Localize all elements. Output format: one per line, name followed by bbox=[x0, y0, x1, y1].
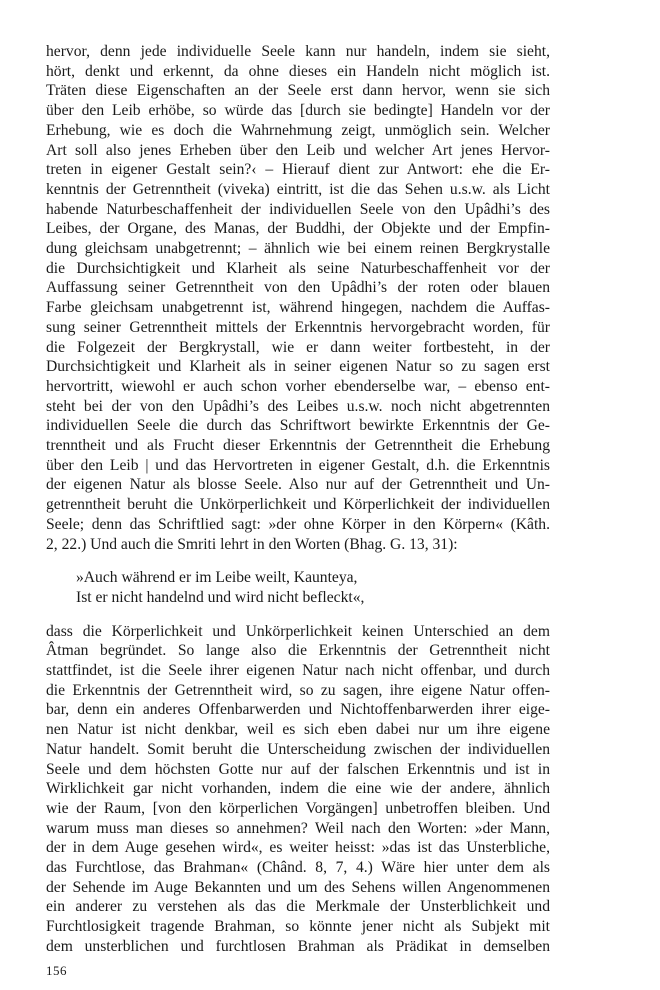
page-number: 156 bbox=[46, 962, 67, 978]
text-line: getrenntheit beruht die Unkörperlichkeit und Körperlichkeit der individuellen bbox=[46, 496, 550, 514]
text-line: habende Naturbeschaffenheit der individuellen Seele von den Upâdhi’s des bbox=[46, 200, 550, 218]
text-line: dem unsterblichen und furchtlosen Brahman als Prädikat in demselben bbox=[46, 937, 550, 955]
text-line: bar, denn ein anderes Offenbarwerden und Nichtoffenbarwerden ihrer eige- bbox=[46, 701, 550, 719]
text-line: Wirklichkeit gar nicht vorhanden, indem die eine wie der andere, ähnlich bbox=[46, 780, 550, 798]
text-line: wie der Raum, [von den körperlichen Vorgängen] unbetroffen bleiben. Und bbox=[46, 799, 550, 817]
text-line: Furchtlosigkeit tragende Brahman, so könnte jener nicht als Subjekt mit bbox=[46, 918, 550, 936]
text-line: 2, 22.) Und auch die Smriti lehrt in den Worten (Bhag. G. 13, 31): bbox=[46, 535, 458, 553]
text-line: Leibes, der Organe, des Manas, der Buddhi, der Objekte und der Empfin- bbox=[46, 220, 550, 238]
text-line: der in dem Auge gesehen wird«, es weiter heisst: »das ist das Unsterbliche, bbox=[46, 839, 550, 857]
text-line: ein anderer zu verstehen als das die Merkmale der Unsterblichkeit und bbox=[46, 898, 550, 916]
text-line: sung seiner Getrenntheit mittels der Erkenntnis hervorgebracht worden, für bbox=[46, 318, 550, 336]
text-line: steht bei der von den Upâdhi’s des Leibes u.s.w. noch nicht abgetrennten bbox=[46, 397, 550, 415]
text-line: Farbe gleichsam unabgetrennt ist, während hingegen, nachdem die Auffas- bbox=[46, 299, 550, 317]
text-line: warum muss man dieses so annehmen? Weil nach den Worten: »der Mann, bbox=[46, 819, 550, 837]
text-line: Natur handelt. Somit beruht die Unterscheidung zwischen der individuellen bbox=[46, 740, 550, 758]
text-line: Erhebung, wie es doch die Wahrnehmung zeigt, unmöglich sein. Welcher bbox=[46, 121, 550, 139]
text-line: nen Natur ist nicht denkbar, weil es sich eben dabei nur um ihre eigene bbox=[46, 721, 550, 739]
text-line: Seele und dem höchsten Gotte nur auf der falschen Erkenntnis und ist in bbox=[46, 760, 550, 778]
text-line: über den Leib | und das Hervortreten in eigener Gestalt, d.h. die Erkenntnis bbox=[46, 456, 550, 474]
text-line: trenntheit und als Frucht dieser Erkenntnis der Getrenntheit die Erhebung bbox=[46, 437, 550, 454]
text-line: über den Leib erhöbe, so würde das [durch sie bedingte] Handeln vor der bbox=[46, 102, 550, 120]
verse-line: »Auch während er im Leibe weilt, Kaunteya, bbox=[76, 569, 358, 587]
text-line: kenntnis der Getrenntheit (viveka) eintritt, ist die das Sehen u.s.w. als Licht bbox=[46, 180, 550, 198]
text-line: das Furchtlose, das Brahman« (Chând. 8, 7, 4.) Wäre hier unter dem als bbox=[46, 859, 550, 876]
text-line: dass die Körperlichkeit und Unkörperlichkeit keinen Unterschied an dem bbox=[46, 622, 550, 640]
verse-line: Ist er nicht handelnd und wird nicht befleckt«, bbox=[76, 588, 365, 606]
text-line: hervortritt, wiewohl er auch schon vorher ebenderselbe war, – ebenso ent- bbox=[46, 377, 550, 395]
text-line: der eigenen Natur als blosse Seele. Also nur auf der Getrenntheit und Un- bbox=[46, 476, 550, 494]
text-line: die Erkenntnis der Getrenntheit wird, so zu sagen, ihre eigene Natur offen- bbox=[46, 681, 550, 699]
text-line: Durchsichtigkeit und Klarheit als in seiner eigenen Natur so zu sagen erst bbox=[46, 358, 550, 376]
text-line: der Sehende im Auge Bekannten und um des Sehens willen Angenommenen bbox=[46, 878, 550, 896]
text-line: die Durchsichtigkeit und Klarheit als seine Naturbeschaffenheit vor der bbox=[46, 259, 550, 277]
text-line: stattfindet, ist die Seele ihrer eigenen Natur nach nicht offenbar, und durch bbox=[46, 662, 550, 679]
text-line: dung gleichsam unabgetrennt; – ähnlich wie bei einem reinen Bergkrystalle bbox=[46, 240, 550, 257]
text-line: Âtman begründet. So lange also die Erkenntnis der Getrenntheit nicht bbox=[46, 642, 550, 660]
text-line: Auffassung seiner Getrenntheit von den Upâdhi’s der roten oder blauen bbox=[46, 279, 550, 297]
text-line: die Folgezeit der Bergkrystall, wie er dann weiter fortbesteht, in der bbox=[46, 338, 550, 356]
text-line: individuellen Seele die durch das Schriftwort bewirkte Erkenntnis der Ge- bbox=[46, 417, 550, 435]
text-line: hört, denkt und erkennt, da ohne dieses ein Handeln nicht möglich ist. bbox=[46, 62, 550, 80]
text-line: Seele; denn das Schriftlied sagt: »der ohne Körper in den Körpern« (Kâth. bbox=[46, 515, 550, 533]
text-line: Träten diese Eigenschaften an der Seele erst dann hervor, wenn sie sich bbox=[46, 82, 550, 100]
text-line: hervor, denn jede individuelle Seele kann nur handeln, indem sie sieht, bbox=[46, 43, 550, 60]
text-line: Art soll also jenes Erheben über den Leib und welcher Art jenes Hervor- bbox=[46, 141, 550, 159]
text-line: treten in eigener Gestalt sein?‹ – Hierauf dient zur Antwort: ehe die Er- bbox=[46, 161, 550, 179]
